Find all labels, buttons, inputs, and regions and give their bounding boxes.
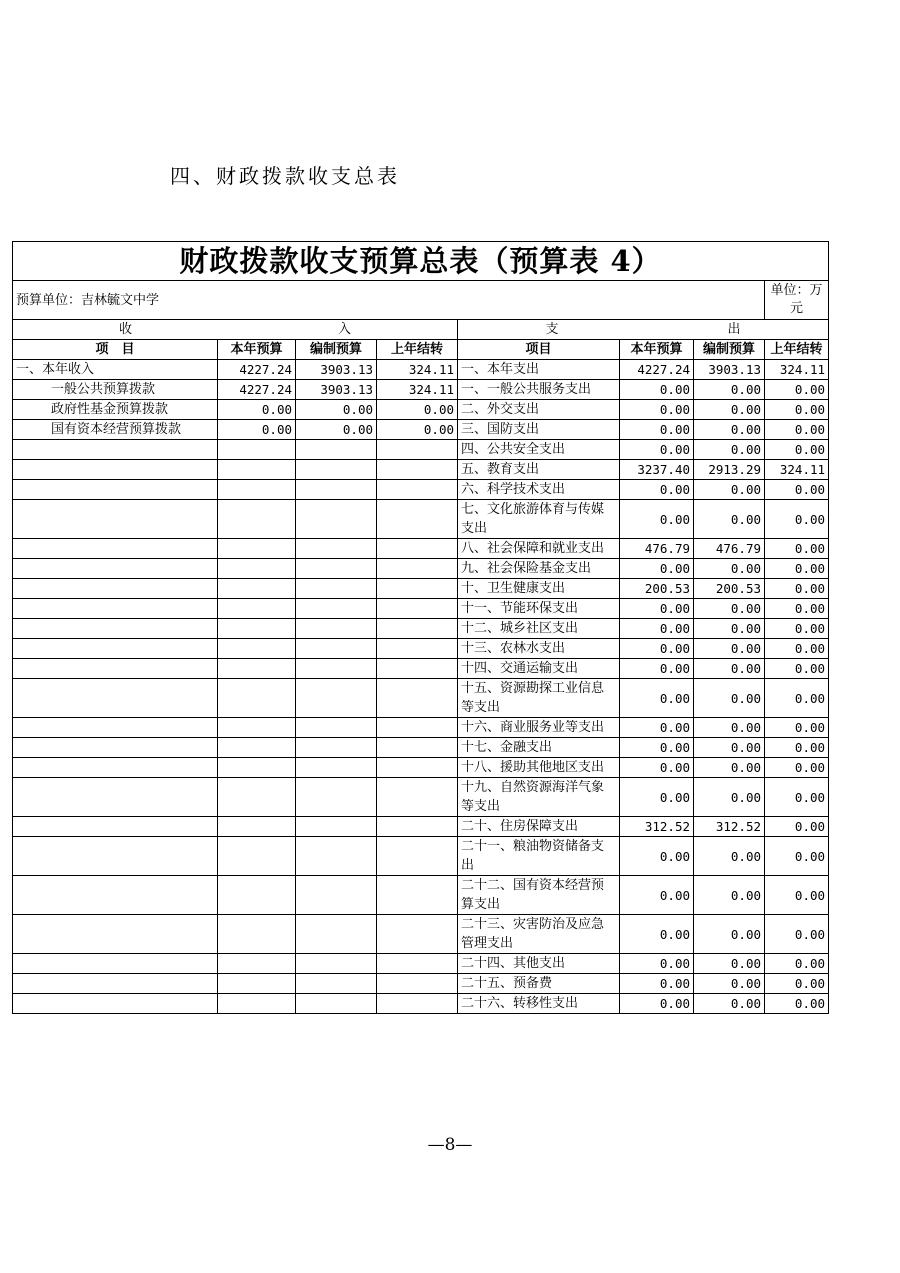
expense-budget-cell: 0.00 — [620, 974, 694, 994]
expense-item-cell: 十二、城乡社区支出 — [458, 619, 620, 639]
expense-compiled-cell: 0.00 — [694, 758, 765, 778]
income-empty-cell — [296, 915, 377, 954]
table-row — [13, 876, 829, 915]
income-empty-cell — [377, 579, 458, 599]
income-empty-cell — [296, 460, 377, 480]
expense-carry-cell: 0.00 — [765, 758, 829, 778]
income-empty-cell — [13, 579, 218, 599]
income-group-right: 入 — [337, 322, 351, 337]
income-empty-cell — [377, 876, 458, 915]
income-empty-cell — [13, 599, 218, 619]
income-empty-cell — [13, 915, 218, 954]
income-empty-cell — [218, 619, 296, 639]
expense-budget-cell: 0.00 — [620, 639, 694, 659]
expense-compiled-cell: 0.00 — [694, 480, 765, 500]
expense-group-header — [458, 320, 829, 340]
income-budget-cell: 4227.24 — [218, 360, 296, 380]
expense-budget-cell: 0.00 — [620, 380, 694, 400]
section-heading: 四、财政拨款收支总表 — [170, 164, 400, 188]
table-row — [13, 579, 829, 599]
table-row — [13, 974, 829, 994]
income-item-cell: 一、本年收入 — [13, 360, 218, 380]
income-empty-cell — [218, 579, 296, 599]
income-empty-cell — [218, 718, 296, 738]
income-budget-cell: 0.00 — [218, 400, 296, 420]
expense-carry-cell: 0.00 — [765, 994, 829, 1014]
income-empty-cell — [218, 974, 296, 994]
expense-compiled-cell: 0.00 — [694, 659, 765, 679]
expense-budget-cell: 0.00 — [620, 738, 694, 758]
income-empty-cell — [218, 500, 296, 539]
income-empty-cell — [13, 559, 218, 579]
expense-item-cell: 三、国防支出 — [458, 420, 620, 440]
income-empty-cell — [296, 539, 377, 559]
expense-budget-cell: 0.00 — [620, 837, 694, 876]
income-empty-cell — [377, 599, 458, 619]
col-income-budget: 本年预算 — [218, 340, 296, 360]
expense-carry-cell: 0.00 — [765, 974, 829, 994]
income-empty-cell — [296, 974, 377, 994]
expense-budget-cell: 3237.40 — [620, 460, 694, 480]
expense-carry-cell: 0.00 — [765, 738, 829, 758]
income-budget-cell: 4227.24 — [218, 380, 296, 400]
col-expense-budget: 本年预算 — [620, 340, 694, 360]
expense-carry-cell: 0.00 — [765, 876, 829, 915]
expense-compiled-cell: 0.00 — [694, 738, 765, 758]
expense-item-cell: 四、公共安全支出 — [458, 440, 620, 460]
expense-compiled-cell: 0.00 — [694, 400, 765, 420]
table-row — [13, 420, 829, 440]
expense-item-cell: 二十一、粮油物资储备支出 — [458, 837, 620, 876]
expense-carry-cell: 0.00 — [765, 539, 829, 559]
expense-compiled-cell: 0.00 — [694, 559, 765, 579]
expense-carry-cell: 0.00 — [765, 480, 829, 500]
income-empty-cell — [377, 500, 458, 539]
expense-compiled-cell: 0.00 — [694, 619, 765, 639]
income-empty-cell — [13, 837, 218, 876]
income-empty-cell — [377, 440, 458, 460]
expense-carry-cell: 0.00 — [765, 380, 829, 400]
income-empty-cell — [296, 619, 377, 639]
expense-carry-cell: 0.00 — [765, 718, 829, 738]
expense-budget-cell: 0.00 — [620, 619, 694, 639]
expense-carry-cell: 0.00 — [765, 837, 829, 876]
expense-item-cell: 二十三、灾害防治及应急管理支出 — [458, 915, 620, 954]
income-empty-cell — [296, 639, 377, 659]
expense-item-cell: 十八、援助其他地区支出 — [458, 758, 620, 778]
expense-carry-cell: 0.00 — [765, 559, 829, 579]
expense-item-cell: 七、文化旅游体育与传媒支出 — [458, 500, 620, 539]
table-row — [13, 778, 829, 817]
expense-item-cell: 二十六、转移性支出 — [458, 994, 620, 1014]
income-empty-cell — [218, 738, 296, 758]
expense-compiled-cell: 0.00 — [694, 718, 765, 738]
expense-compiled-cell: 2913.29 — [694, 460, 765, 480]
expense-item-cell: 十七、金融支出 — [458, 738, 620, 758]
income-empty-cell — [13, 817, 218, 837]
expense-carry-cell: 0.00 — [765, 420, 829, 440]
expense-group-right: 出 — [727, 322, 741, 337]
col-expense-carry: 上年结转 — [765, 340, 829, 360]
income-empty-cell — [218, 460, 296, 480]
budget-table — [12, 241, 829, 1014]
expense-budget-cell: 0.00 — [620, 500, 694, 539]
expense-budget-cell: 4227.24 — [620, 360, 694, 380]
expense-budget-cell: 0.00 — [620, 599, 694, 619]
income-empty-cell — [218, 539, 296, 559]
income-empty-cell — [218, 817, 296, 837]
expense-compiled-cell: 0.00 — [694, 639, 765, 659]
income-empty-cell — [13, 718, 218, 738]
expense-item-cell: 五、教育支出 — [458, 460, 620, 480]
expense-compiled-cell: 0.00 — [694, 440, 765, 460]
income-empty-cell — [296, 659, 377, 679]
expense-compiled-cell: 0.00 — [694, 679, 765, 718]
expense-budget-cell: 0.00 — [620, 440, 694, 460]
income-empty-cell — [218, 778, 296, 817]
expense-compiled-cell: 0.00 — [694, 837, 765, 876]
expense-carry-cell: 0.00 — [765, 400, 829, 420]
income-empty-cell — [296, 679, 377, 718]
income-empty-cell — [13, 639, 218, 659]
income-group-left: 收 — [118, 322, 132, 337]
expense-carry-cell: 0.00 — [765, 579, 829, 599]
expense-item-cell: 十六、商业服务业等支出 — [458, 718, 620, 738]
income-empty-cell — [377, 738, 458, 758]
expense-carry-cell: 0.00 — [765, 915, 829, 954]
income-empty-cell — [218, 639, 296, 659]
expense-carry-cell: 0.00 — [765, 778, 829, 817]
unit-label: 单位：万元 — [765, 281, 829, 320]
income-compiled-cell: 3903.13 — [296, 380, 377, 400]
income-empty-cell — [13, 679, 218, 718]
income-empty-cell — [296, 758, 377, 778]
table-row — [13, 718, 829, 738]
expense-budget-cell: 0.00 — [620, 915, 694, 954]
income-empty-cell — [377, 460, 458, 480]
income-empty-cell — [218, 915, 296, 954]
income-item-cell: 政府性基金预算拨款 — [13, 400, 218, 420]
income-empty-cell — [218, 994, 296, 1014]
expense-budget-cell: 0.00 — [620, 420, 694, 440]
expense-budget-cell: 0.00 — [620, 679, 694, 718]
income-budget-cell: 0.00 — [218, 420, 296, 440]
income-empty-cell — [377, 994, 458, 1014]
income-empty-cell — [13, 480, 218, 500]
table-row — [13, 480, 829, 500]
income-empty-cell — [13, 440, 218, 460]
table-row — [13, 360, 829, 380]
expense-compiled-cell: 0.00 — [694, 994, 765, 1014]
income-empty-cell — [296, 876, 377, 915]
income-empty-cell — [218, 954, 296, 974]
expense-compiled-cell: 0.00 — [694, 778, 765, 817]
expense-compiled-cell: 312.52 — [694, 817, 765, 837]
expense-compiled-cell: 3903.13 — [694, 360, 765, 380]
table-row — [13, 460, 829, 480]
expense-item-cell: 十、卫生健康支出 — [458, 579, 620, 599]
income-empty-cell — [377, 639, 458, 659]
income-empty-cell — [218, 837, 296, 876]
income-empty-cell — [377, 539, 458, 559]
expense-carry-cell: 0.00 — [765, 599, 829, 619]
income-empty-cell — [377, 559, 458, 579]
expense-carry-cell: 0.00 — [765, 440, 829, 460]
expense-budget-cell: 312.52 — [620, 817, 694, 837]
expense-item-cell: 十三、农林水支出 — [458, 639, 620, 659]
income-empty-cell — [377, 758, 458, 778]
income-empty-cell — [296, 579, 377, 599]
income-empty-cell — [296, 718, 377, 738]
income-empty-cell — [13, 954, 218, 974]
income-empty-cell — [218, 758, 296, 778]
income-empty-cell — [377, 718, 458, 738]
col-income-item: 项 目 — [13, 340, 218, 360]
table-row — [13, 837, 829, 876]
table-row — [13, 817, 829, 837]
table-row — [13, 559, 829, 579]
expense-item-cell: 十一、节能环保支出 — [458, 599, 620, 619]
expense-item-cell: 二十五、预备费 — [458, 974, 620, 994]
expense-group-left: 支 — [545, 322, 559, 337]
expense-budget-cell: 0.00 — [620, 480, 694, 500]
col-income-carry: 上年结转 — [377, 340, 458, 360]
expense-budget-cell: 0.00 — [620, 758, 694, 778]
income-empty-cell — [218, 440, 296, 460]
income-empty-cell — [13, 619, 218, 639]
income-empty-cell — [13, 974, 218, 994]
income-empty-cell — [377, 954, 458, 974]
income-carry-cell: 0.00 — [377, 420, 458, 440]
table-row — [13, 380, 829, 400]
expense-compiled-cell: 0.00 — [694, 974, 765, 994]
expense-carry-cell: 0.00 — [765, 817, 829, 837]
income-empty-cell — [218, 679, 296, 718]
income-empty-cell — [296, 954, 377, 974]
table-row — [13, 954, 829, 974]
col-expense-compiled: 编制预算 — [694, 340, 765, 360]
income-empty-cell — [218, 599, 296, 619]
expense-item-cell: 十五、资源勘探工业信息等支出 — [458, 679, 620, 718]
expense-item-cell: 二、外交支出 — [458, 400, 620, 420]
expense-budget-cell: 200.53 — [620, 579, 694, 599]
expense-compiled-cell: 0.00 — [694, 500, 765, 539]
expense-budget-cell: 0.00 — [620, 994, 694, 1014]
expense-compiled-cell: 476.79 — [694, 539, 765, 559]
expense-item-cell: 二十、住房保障支出 — [458, 817, 620, 837]
expense-carry-cell: 0.00 — [765, 679, 829, 718]
income-empty-cell — [13, 778, 218, 817]
expense-carry-cell: 324.11 — [765, 360, 829, 380]
income-empty-cell — [218, 876, 296, 915]
income-empty-cell — [13, 539, 218, 559]
income-empty-cell — [296, 500, 377, 539]
income-carry-cell: 0.00 — [377, 400, 458, 420]
col-income-compiled: 编制预算 — [296, 340, 377, 360]
expense-item-cell: 六、科学技术支出 — [458, 480, 620, 500]
income-empty-cell — [13, 758, 218, 778]
expense-item-cell: 一、本年支出 — [458, 360, 620, 380]
table-row — [13, 599, 829, 619]
expense-budget-cell: 0.00 — [620, 400, 694, 420]
expense-carry-cell: 0.00 — [765, 619, 829, 639]
income-compiled-cell: 3903.13 — [296, 360, 377, 380]
expense-carry-cell: 0.00 — [765, 954, 829, 974]
income-empty-cell — [377, 915, 458, 954]
table-row — [13, 539, 829, 559]
expense-budget-cell: 0.00 — [620, 954, 694, 974]
income-carry-cell: 324.11 — [377, 380, 458, 400]
expense-carry-cell: 324.11 — [765, 460, 829, 480]
table-row — [13, 994, 829, 1014]
table-row — [13, 639, 829, 659]
income-empty-cell — [218, 659, 296, 679]
income-empty-cell — [377, 480, 458, 500]
income-compiled-cell: 0.00 — [296, 420, 377, 440]
expense-carry-cell: 0.00 — [765, 500, 829, 539]
income-empty-cell — [377, 679, 458, 718]
income-empty-cell — [377, 659, 458, 679]
income-carry-cell: 324.11 — [377, 360, 458, 380]
expense-compiled-cell: 0.00 — [694, 380, 765, 400]
expense-carry-cell: 0.00 — [765, 639, 829, 659]
income-empty-cell — [218, 480, 296, 500]
expense-item-cell: 十九、自然资源海洋气象等支出 — [458, 778, 620, 817]
expense-compiled-cell: 0.00 — [694, 876, 765, 915]
income-empty-cell — [13, 876, 218, 915]
expense-budget-cell: 0.00 — [620, 718, 694, 738]
income-empty-cell — [13, 500, 218, 539]
table-row — [13, 679, 829, 718]
expense-compiled-cell: 0.00 — [694, 420, 765, 440]
table-row — [13, 500, 829, 539]
table-row — [13, 659, 829, 679]
income-empty-cell — [13, 994, 218, 1014]
table-row — [13, 738, 829, 758]
income-compiled-cell: 0.00 — [296, 400, 377, 420]
income-empty-cell — [296, 440, 377, 460]
budget-org: 预算单位：吉林毓文中学 — [13, 281, 765, 320]
expense-item-cell: 八、社会保障和就业支出 — [458, 539, 620, 559]
table-row — [13, 758, 829, 778]
income-empty-cell — [377, 974, 458, 994]
page-number: —8— — [427, 1135, 473, 1155]
expense-carry-cell: 0.00 — [765, 659, 829, 679]
income-empty-cell — [296, 837, 377, 876]
table-row — [13, 619, 829, 639]
expense-budget-cell: 0.00 — [620, 559, 694, 579]
income-empty-cell — [296, 480, 377, 500]
table-body — [13, 360, 829, 1014]
table-title: 财政拨款收支预算总表（预算表 4） — [13, 242, 829, 281]
col-expense-item: 项目 — [458, 340, 620, 360]
income-empty-cell — [296, 817, 377, 837]
table-row — [13, 400, 829, 420]
income-empty-cell — [13, 659, 218, 679]
expense-budget-cell: 476.79 — [620, 539, 694, 559]
income-empty-cell — [13, 738, 218, 758]
expense-compiled-cell: 200.53 — [694, 579, 765, 599]
income-empty-cell — [377, 619, 458, 639]
income-item-cell: 一般公共预算拨款 — [13, 380, 218, 400]
expense-budget-cell: 0.00 — [620, 876, 694, 915]
expense-item-cell: 二十四、其他支出 — [458, 954, 620, 974]
income-empty-cell — [377, 817, 458, 837]
income-empty-cell — [296, 994, 377, 1014]
income-group-header — [13, 320, 458, 340]
expense-compiled-cell: 0.00 — [694, 915, 765, 954]
expense-compiled-cell: 0.00 — [694, 599, 765, 619]
income-item-cell: 国有资本经营预算拨款 — [13, 420, 218, 440]
income-empty-cell — [377, 837, 458, 876]
income-empty-cell — [377, 778, 458, 817]
expense-budget-cell: 0.00 — [620, 778, 694, 817]
income-empty-cell — [296, 599, 377, 619]
expense-item-cell: 九、社会保险基金支出 — [458, 559, 620, 579]
income-empty-cell — [296, 778, 377, 817]
table-row — [13, 915, 829, 954]
expense-budget-cell: 0.00 — [620, 659, 694, 679]
income-empty-cell — [218, 559, 296, 579]
income-empty-cell — [296, 559, 377, 579]
expense-compiled-cell: 0.00 — [694, 954, 765, 974]
expense-item-cell: 二十二、国有资本经营预算支出 — [458, 876, 620, 915]
expense-item-cell: 一、一般公共服务支出 — [458, 380, 620, 400]
income-empty-cell — [296, 738, 377, 758]
table-row — [13, 440, 829, 460]
expense-item-cell: 十四、交通运输支出 — [458, 659, 620, 679]
income-empty-cell — [13, 460, 218, 480]
